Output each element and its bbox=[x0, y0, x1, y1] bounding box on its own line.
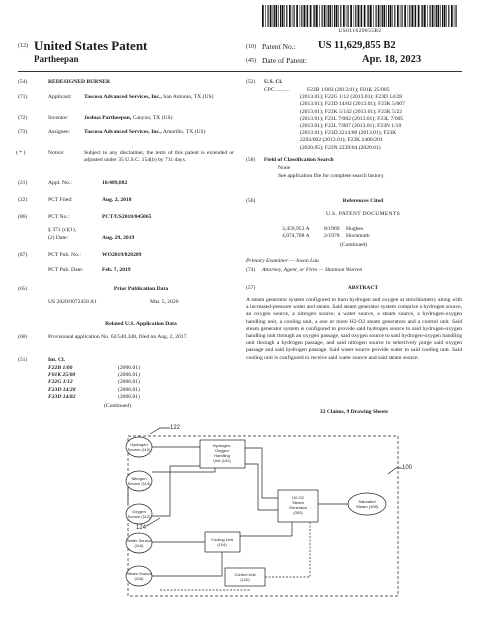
int-cl-row: F23D 14/82 (2006.01) bbox=[48, 393, 140, 400]
int-cl-row: F22B 1/00 (2006.01) bbox=[48, 365, 140, 371]
control-label-2: (120) bbox=[240, 577, 250, 582]
inventor-surname-header: Partheepan bbox=[34, 54, 79, 64]
cpc-line: (2013.01); F23D 14/82 (2013.01); F23K 5/007 bbox=[300, 101, 405, 108]
pct-pub-date-label: PCT Pub. Date: bbox=[48, 267, 84, 273]
primary-examiner: Primary Examiner — Jason Lau bbox=[246, 258, 319, 264]
section-371-label: § 371 (c)(1), bbox=[48, 227, 77, 233]
code-58: (58) bbox=[246, 157, 256, 163]
generator-label-2: Steam bbox=[292, 500, 304, 505]
code-22: (22) bbox=[18, 197, 28, 203]
ref-122: 122 bbox=[170, 425, 181, 431]
handling-label-1: Hydrogen- bbox=[212, 443, 232, 448]
references-continued: (Continued) bbox=[340, 242, 368, 248]
code-72: (72) bbox=[18, 115, 28, 121]
handling-label-2: Oxygen bbox=[215, 448, 229, 453]
cpc-line: (2013.01); F22G 1/12 (2013.01); F23D 14/28 bbox=[300, 94, 403, 101]
pct-pub-number-value: WO2019/028289 bbox=[102, 252, 142, 258]
cpc-line: (2013.01); F23L 7/007 (2013.01); F23N 1/10 bbox=[300, 123, 402, 130]
references-cited-heading: References Cited bbox=[342, 198, 384, 204]
water-label-1: Water Source bbox=[126, 538, 152, 543]
applicant-name: Tascosa Advanced Services, Inc., bbox=[84, 94, 162, 100]
int-cl-continued: (Continued) bbox=[104, 403, 132, 409]
saturated-label-1: Saturated bbox=[358, 499, 376, 504]
applicant-label: Applicant: bbox=[48, 94, 72, 100]
int-cl-row: F23D 14/28 (2006.01) bbox=[48, 386, 140, 393]
code-74: (74) bbox=[246, 267, 256, 273]
code-notice: ( * ) bbox=[16, 150, 26, 156]
section-371-date-label: (2) Date: bbox=[48, 235, 69, 241]
reference-row: 3,459,953 A 8/1969 Hughes bbox=[282, 226, 364, 232]
field-of-search-heading: Field of Classification Search bbox=[264, 157, 334, 163]
provisional-application-text: Provisional application No. 62/540,348, filed on Aug. 2, 2017. bbox=[48, 334, 188, 340]
hydrogen-label-1: Hydrogen bbox=[130, 442, 148, 447]
handling-label-3: Handling bbox=[214, 453, 230, 458]
int-cl-heading: Int. Cl. bbox=[48, 357, 65, 363]
applicant-location: San Antonio, TX (US) bbox=[163, 94, 214, 100]
code-87: (87) bbox=[18, 252, 28, 258]
claims-summary: 32 Claims, 9 Drawing Sheets bbox=[319, 409, 389, 415]
pct-number-value: PCT/US2018/045065 bbox=[102, 214, 152, 220]
code-52: (52) bbox=[246, 79, 256, 85]
cooling-to-generator-line bbox=[240, 522, 292, 536]
generator-label-4: (300) bbox=[293, 510, 303, 515]
code-21: (21) bbox=[18, 180, 28, 186]
pct-number-label: PCT No.: bbox=[48, 214, 70, 220]
saturated-label-2: Steam (108) bbox=[355, 504, 379, 509]
abstract-text: A steam generator system configured to burn hydrogen and oxygen at stoichiometry along with a increased-pressure water and steam. Said steam generator system comprise a hydrogen source, an oxygen source, a nitrogen source, a water source, a steam source, a hydrogen-oxygen handling unit, a cooling unit, a one or more H2-O2 steam generators and a control unit. Said steam generator system is configured to provide said hydrogen source to said hydrogen-oxygen handling unit through an oxygen passage, said oxygen source to said hydrogen-oxygen handling unit through a hydrogen passage, and said nitrogen source to selectively purge said oxygen passage and said hydrogen passage. Said water source provide water to said cooling unit. Said cooling unit is configured to receive said water source and said steam source. bbox=[246, 297, 462, 361]
cooling-label-2: (104) bbox=[217, 542, 227, 547]
abstract-heading: ABSTRACT bbox=[347, 285, 379, 291]
us-patent-documents-heading: U.S. PATENT DOCUMENTS bbox=[325, 211, 401, 217]
pct-filed-value: Aug. 2, 2018 bbox=[102, 197, 132, 203]
attorney-agent: Attorney, Agent, or Firm — Shannon Warren bbox=[262, 267, 363, 273]
prior-publication-date: Mar. 5, 2020 bbox=[150, 299, 179, 305]
code-86: (86) bbox=[18, 214, 28, 220]
publication-number-small: US011629855B2 bbox=[338, 28, 382, 34]
assignee-label: Assignee: bbox=[48, 129, 71, 135]
generator-label-3: Generator bbox=[288, 505, 308, 510]
cpc-line: (2020.05); F23N 2239/04 (2020.01) bbox=[300, 144, 381, 151]
kind-code-patno: (10) bbox=[246, 44, 256, 50]
reference-row: 4,074,708 A 2/1978 Hochmuth bbox=[282, 233, 370, 240]
field-of-search-none: None bbox=[278, 165, 291, 171]
date-of-patent-value: Apr. 18, 2023 bbox=[362, 54, 422, 65]
code-65: (65) bbox=[18, 286, 28, 292]
int-cl-row: F22G 1/12 (2006.01) bbox=[48, 379, 140, 386]
code-51: (51) bbox=[18, 357, 28, 363]
application-number-value: 16/489,882 bbox=[102, 180, 128, 186]
code-60: (60) bbox=[18, 334, 28, 340]
cpc-line: 2203/002 (2013.01); F23K 2400/201 bbox=[300, 137, 383, 144]
handling-to-generator-line-2 bbox=[245, 464, 278, 510]
cooling-label-1: Cooling Unit bbox=[211, 537, 233, 542]
page-title: United States Patent bbox=[34, 38, 148, 53]
steam-label-2: (118) bbox=[134, 576, 144, 581]
kind-code-us: (12) bbox=[18, 43, 28, 49]
int-cl-row: F01K 25/00 (2006.01) bbox=[48, 372, 140, 379]
water-label-2: (116) bbox=[134, 543, 144, 548]
cpc-line: (2013.01); F23D 2214/00 (2013.01); F23K bbox=[300, 130, 397, 137]
code-73: (73) bbox=[18, 129, 28, 135]
application-number-label: Appl. No.: bbox=[48, 180, 72, 186]
cpc-label: CPC .......... bbox=[264, 87, 290, 93]
pct-pub-date-value: Feb. 7, 2019 bbox=[102, 267, 131, 273]
assignee-location: Amarillo, TX (US) bbox=[162, 129, 206, 135]
ref-100-leader bbox=[388, 468, 402, 474]
related-application-heading: Related U.S. Application Data bbox=[105, 321, 177, 327]
ref-124: 124 bbox=[135, 525, 146, 531]
cpc-line: F22B 1/003 (2013.01); F01K 25/005 bbox=[307, 87, 390, 93]
steam-label-1: Steam Source bbox=[126, 571, 152, 576]
code-54: (54) bbox=[18, 79, 28, 85]
us-cl-heading: U.S. Cl. bbox=[264, 79, 283, 85]
handling-label-4: Unit (102) bbox=[213, 458, 231, 463]
kind-code-date: (45) bbox=[246, 58, 256, 64]
cpc-line: (2013.01); F23K 5/142 (2013.01); F23K 5/22 bbox=[300, 108, 403, 115]
prior-publication-heading: Prior Publication Data bbox=[113, 286, 169, 292]
inventor-name: Joshua Partheepan, bbox=[84, 115, 132, 121]
oxygen-label-2: Source (112) bbox=[127, 514, 151, 519]
pct-pub-number-label: PCT Pub. No.: bbox=[48, 252, 81, 258]
assignee-name: Tascosa Advanced Services, Inc., bbox=[84, 129, 162, 135]
steam-line bbox=[150, 552, 222, 576]
prior-publication-number: US 2020/0072458 A1 bbox=[48, 299, 97, 305]
section-371-date-value: Aug. 29, 2019 bbox=[102, 235, 135, 241]
inventor-location: Canyon, TX (US) bbox=[132, 115, 173, 121]
notice-label: Notice: bbox=[48, 150, 65, 156]
pct-filed-label: PCT Filed: bbox=[48, 197, 73, 203]
generator-label-1: H2-O2 bbox=[292, 495, 304, 500]
inventor-label: Inventor: bbox=[48, 115, 69, 121]
patent-number-label: Patent No.: bbox=[262, 42, 296, 51]
cpc-line: (2013.01); F23L 7/002 (2013.01); F23L 7/005 bbox=[300, 115, 404, 122]
patent-number-value: US 11,629,855 B2 bbox=[318, 40, 396, 51]
nitrogen-label-1: Nitrogen bbox=[131, 476, 147, 481]
code-57: (57) bbox=[246, 285, 256, 291]
ref-122-leader bbox=[150, 428, 170, 434]
code-71: (71) bbox=[18, 94, 28, 100]
control-label-1: Control Unit bbox=[234, 572, 256, 577]
code-56: (56) bbox=[246, 198, 256, 204]
field-of-search-note: See application file for complete search history. bbox=[278, 173, 385, 179]
oxygen-label-1: Oxygen bbox=[132, 509, 146, 514]
date-of-patent-label: Date of Patent: bbox=[262, 56, 307, 65]
ref-100: 100 bbox=[402, 465, 413, 471]
invention-title: REDESIGNED BURNER bbox=[48, 79, 111, 85]
notice-text: Subject to any disclaimer, the term of this patent is extended or adjusted under 35 U.S.C. 154(b) by 711 days. bbox=[84, 150, 234, 164]
hydrogen-label-2: Source (110) bbox=[127, 447, 151, 452]
control-line bbox=[265, 522, 310, 577]
nitrogen-label-2: Source (114) bbox=[127, 481, 151, 486]
handling-to-generator-line bbox=[245, 448, 278, 498]
oxygen-passage bbox=[150, 466, 200, 516]
